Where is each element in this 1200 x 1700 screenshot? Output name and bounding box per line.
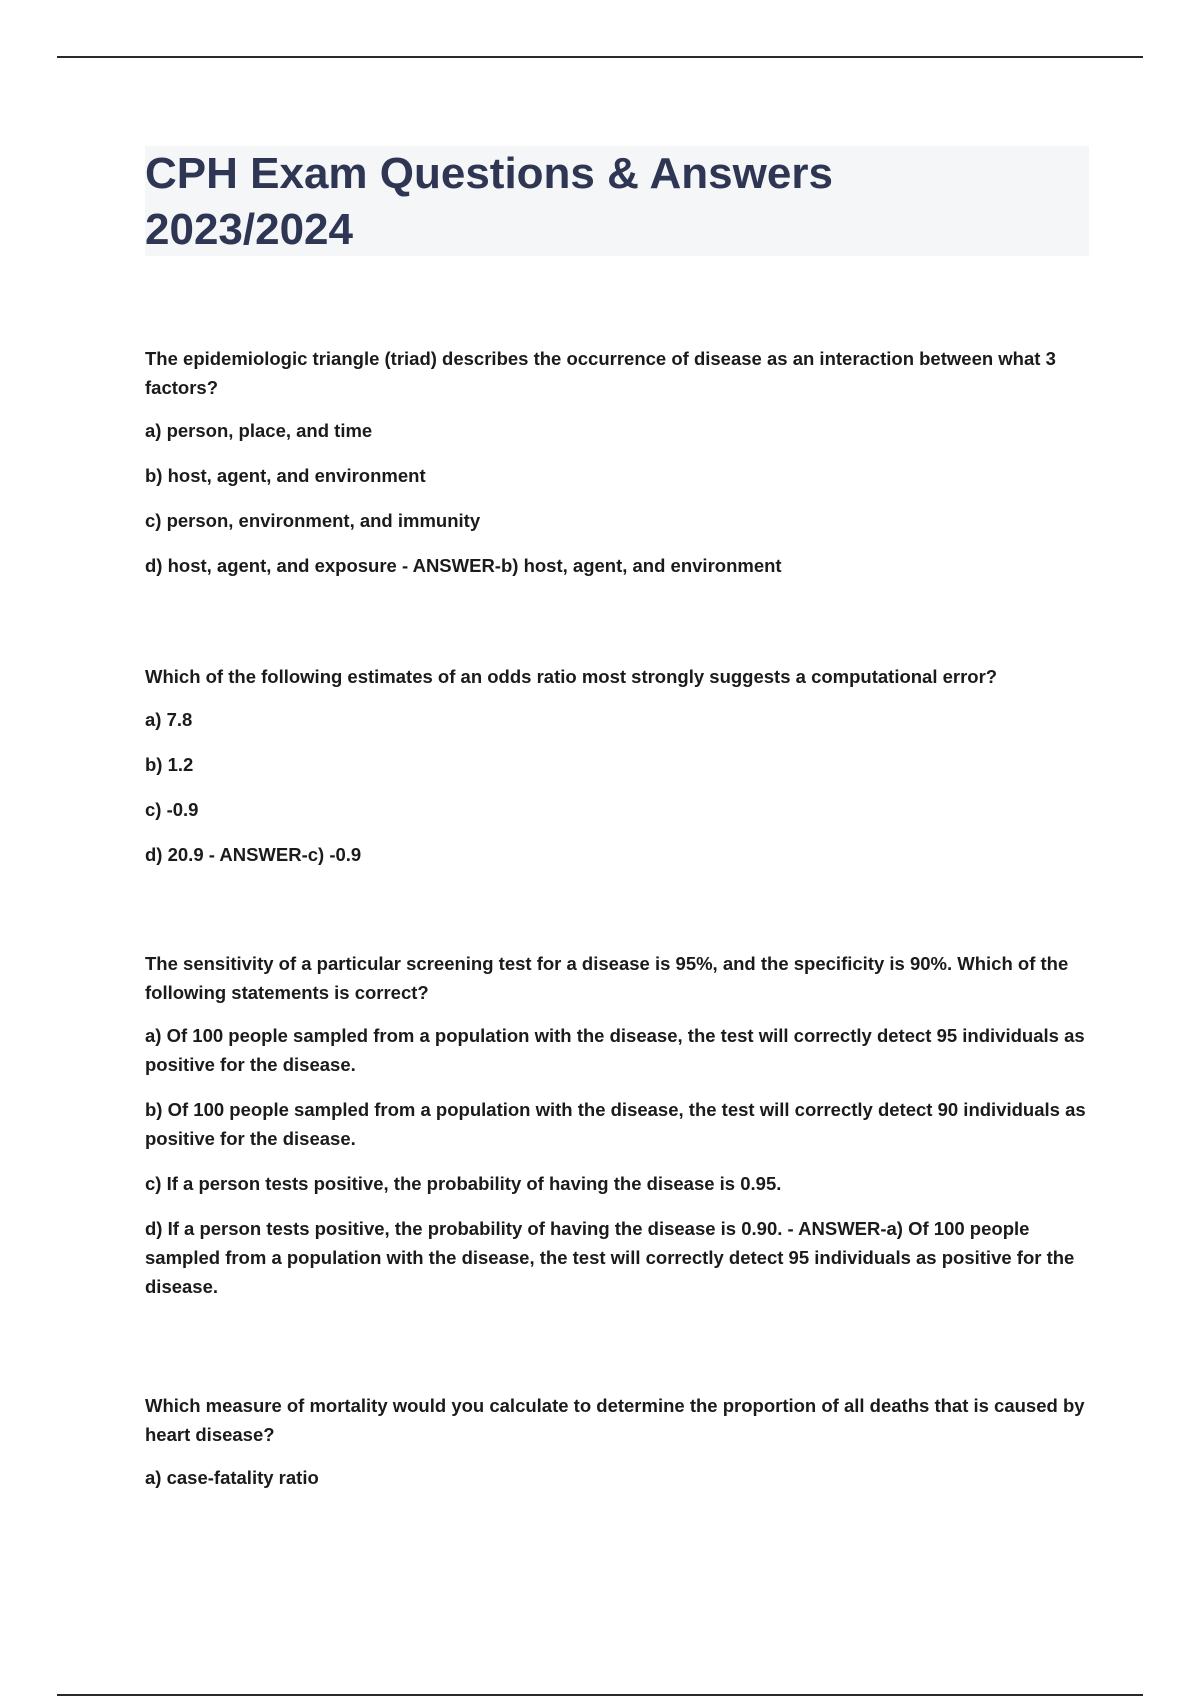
question-block-3 [145,949,1090,1301]
answer-option: c) -0.9 [145,799,199,820]
answer-option-with-answer: d) If a person tests positive, the probability of having the disease is 0.90. - ANSWER-a) Of 100 people sampled from a population with the disease, the test will correctly detect 95 individuals as positive for the disease. [145,1218,1075,1297]
question-gap [145,596,1090,662]
answer-option: c) If a person tests positive, the probability of having the disease is 0.95. [145,1173,782,1194]
question-text: Which measure of mortality would you calculate to determine the proportion of all deaths that is caused by heart disease? [145,1395,1085,1445]
document-title: CPH Exam Questions & Answers 2023/2024 [145,149,833,254]
bottom-divider [57,1694,1143,1696]
question-gap [145,885,1090,949]
question-gap [145,1317,1090,1391]
top-divider [57,56,1143,58]
answer-option-with-answer: d) host, agent, and exposure - ANSWER-b) host, agent, and environment [145,555,782,576]
question-block-1 [145,344,1090,580]
answer-option-with-answer: d) 20.9 - ANSWER-c) -0.9 [145,844,362,865]
answer-option: b) Of 100 people sampled from a population with the disease, the test will correctly detect 90 individuals as positive for the disease. [145,1099,1086,1149]
document-body [145,344,1090,1508]
title-block [145,146,1089,256]
answer-option: c) person, environment, and immunity [145,510,481,531]
answer-option: b) 1.2 [145,754,194,775]
answer-option: a) 7.8 [145,709,193,730]
question-block-4 [145,1391,1090,1492]
answer-option: a) person, place, and time [145,420,373,441]
answer-option: b) host, agent, and environment [145,465,426,486]
question-text: The epidemiologic triangle (triad) describes the occurrence of disease as an interaction between what 3 factors? [145,348,1056,398]
question-text: The sensitivity of a particular screening test for a disease is 95%, and the specificity is 90%. Which of the following statements is correct? [145,953,1069,1003]
answer-option: a) case-fatality ratio [145,1467,319,1488]
question-text: Which of the following estimates of an odds ratio most strongly suggests a computational error? [145,666,998,687]
answer-option: a) Of 100 people sampled from a population with the disease, the test will correctly detect 95 individuals as positive for the disease. [145,1025,1085,1075]
question-block-2 [145,662,1090,869]
